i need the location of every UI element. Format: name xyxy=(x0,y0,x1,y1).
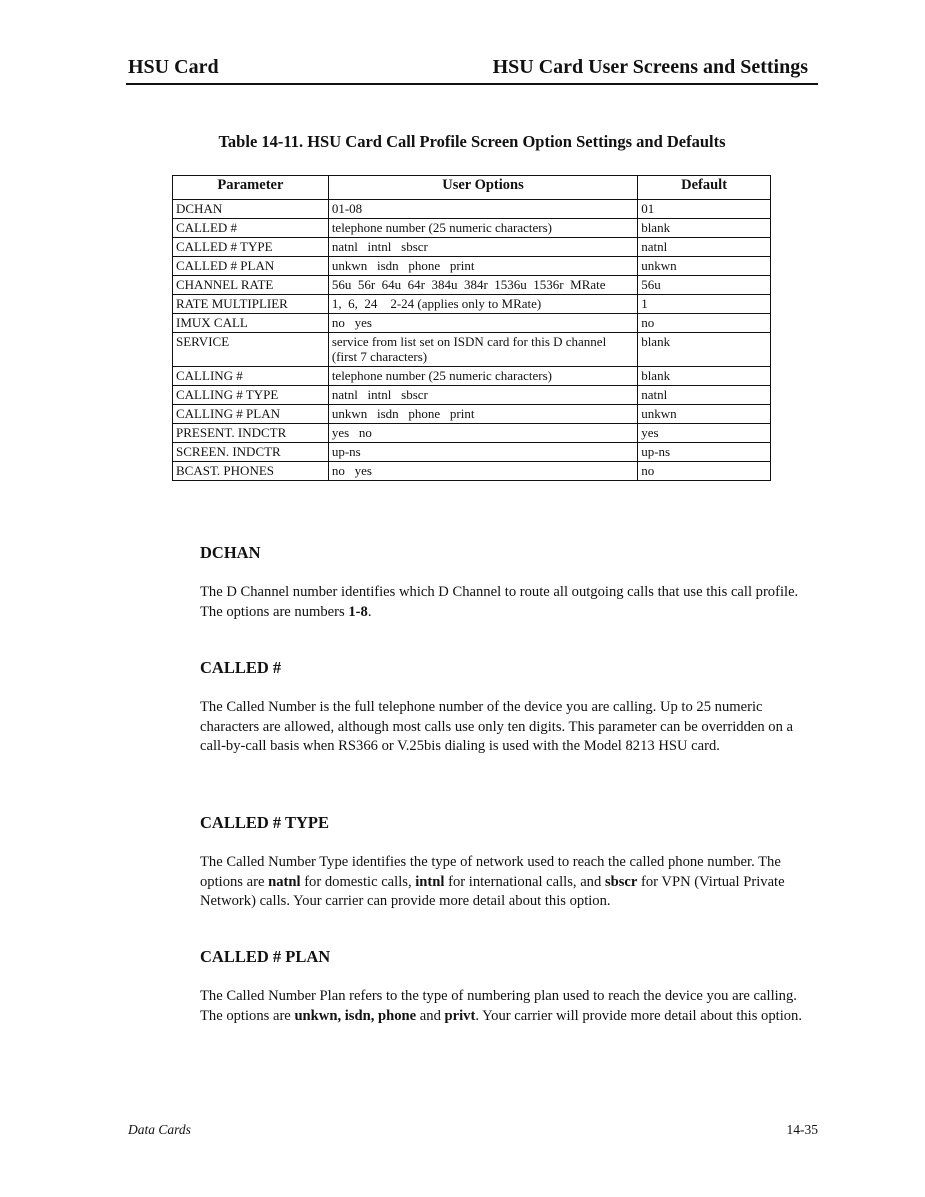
table-row xyxy=(173,462,771,481)
table-row xyxy=(173,238,771,257)
cell-default: 01 xyxy=(638,200,771,219)
cell-default: up-ns xyxy=(638,443,771,462)
cell-parameter: CALLING # xyxy=(173,367,329,386)
paragraph-text: for domestic calls, xyxy=(300,873,416,890)
settings-table xyxy=(172,175,771,481)
cell-default: 56u xyxy=(638,276,771,295)
column-header-user-options: User Options xyxy=(328,176,637,200)
cell-parameter: SCREEN. INDCTR xyxy=(173,443,329,462)
cell-parameter: PRESENT. INDCTR xyxy=(173,424,329,443)
cell-default: natnl xyxy=(638,238,771,257)
page-number: 14-35 xyxy=(786,1122,818,1137)
column-header-default: Default xyxy=(638,176,771,200)
cell-user-options: 1, 6, 24 2-24 (applies only to MRate) xyxy=(328,295,637,314)
table-row xyxy=(173,257,771,276)
cell-parameter: CALLING # PLAN xyxy=(173,405,329,424)
section-paragraph-dchan xyxy=(200,583,814,622)
cell-default: 1 xyxy=(638,295,771,314)
cell-default: unkwn xyxy=(638,257,771,276)
cell-user-options: unkwn isdn phone print xyxy=(328,257,637,276)
bold-option-text: sbscr xyxy=(604,873,638,890)
page-header-right: HSU Card User Screens and Settings xyxy=(492,56,808,78)
cell-user-options: telephone number (25 numeric characters) xyxy=(328,219,637,238)
table-row xyxy=(173,276,771,295)
bold-option-text: privt xyxy=(444,1007,476,1024)
section-heading-dchan: DCHAN xyxy=(200,543,261,562)
cell-default: natnl xyxy=(638,386,771,405)
cell-user-options: service from list set on ISDN card for this D channel (first 7 characters) xyxy=(328,333,637,367)
table-row xyxy=(173,424,771,443)
cell-user-options: telephone number (25 numeric characters) xyxy=(328,367,637,386)
table-caption: Table 14-11. HSU Card Call Profile Screen Option Settings and Defaults xyxy=(218,132,726,151)
column-header-parameter: Parameter xyxy=(173,176,329,200)
section-heading-called-number-type: CALLED # TYPE xyxy=(200,813,329,832)
cell-parameter: BCAST. PHONES xyxy=(173,462,329,481)
bold-option-text: intnl xyxy=(415,873,445,890)
bold-option-text: natnl xyxy=(268,873,301,890)
cell-parameter: CALLED # xyxy=(173,219,329,238)
cell-user-options: yes no xyxy=(328,424,637,443)
cell-default: no xyxy=(638,462,771,481)
section-paragraph-called-number xyxy=(200,698,814,757)
cell-default: yes xyxy=(638,424,771,443)
cell-parameter: IMUX CALL xyxy=(173,314,329,333)
cell-user-options: 56u 56r 64u 64r 384u 384r 1536u 1536r MRate xyxy=(328,276,637,295)
cell-user-options: no yes xyxy=(328,314,637,333)
table-row xyxy=(173,405,771,424)
paragraph-text: for VPN (Virtual Private Network) calls. Your carrier can provide more detail about this option. xyxy=(200,873,785,909)
cell-user-options: up-ns xyxy=(328,443,637,462)
cell-parameter: CALLED # TYPE xyxy=(173,238,329,257)
table-row xyxy=(173,333,771,367)
table-row xyxy=(173,443,771,462)
paragraph-text: The Called Number Plan refers to the type of numbering plan used to reach the device you are calling. The options are xyxy=(200,988,797,1024)
cell-default: blank xyxy=(638,367,771,386)
section-paragraph-called-number-type xyxy=(200,853,814,912)
table-row xyxy=(173,295,771,314)
paragraph-text: and xyxy=(416,1007,445,1024)
header-rule xyxy=(126,83,818,85)
cell-user-options: no yes xyxy=(328,462,637,481)
paragraph-text: for international calls, and xyxy=(444,873,605,890)
footer-left: Data Cards xyxy=(128,1122,191,1137)
page-header-left: HSU Card xyxy=(128,56,219,78)
cell-user-options: 01-08 xyxy=(328,200,637,219)
table-header-row xyxy=(173,176,771,200)
paragraph-text: . xyxy=(367,603,372,620)
paragraph-text: . Your carrier will provide more detail about this option. xyxy=(475,1007,803,1024)
bold-option-text: 1-8 xyxy=(348,603,368,620)
cell-parameter: SERVICE xyxy=(173,333,329,367)
bold-option-text: unkwn, isdn, phone xyxy=(294,1007,417,1024)
table-row xyxy=(173,314,771,333)
cell-default: unkwn xyxy=(638,405,771,424)
cell-default: blank xyxy=(638,219,771,238)
paragraph-text: The Called Number Type identifies the type of network used to reach the called phone number. The options are xyxy=(200,854,781,890)
section-heading-called-number-plan: CALLED # PLAN xyxy=(200,947,331,966)
cell-user-options: natnl intnl sbscr xyxy=(328,238,637,257)
cell-parameter: RATE MULTIPLIER xyxy=(173,295,329,314)
section-heading-called-number: CALLED # xyxy=(200,658,282,677)
table-row xyxy=(173,219,771,238)
cell-parameter: CALLED # PLAN xyxy=(173,257,329,276)
paragraph-text: The D Channel number identifies which D Channel to route all outgoing calls that use this call profile. The options are numbers xyxy=(200,584,799,620)
cell-default: blank xyxy=(638,333,771,367)
paragraph-text: The Called Number is the full telephone number of the device you are calling. Up to 25 numeric characters are allowed, although most calls use only ten digits. This parameter can be overridden on a call-by-call basis when RS366 or V.25bis dialing is used with the Model 8213 HSU card. xyxy=(200,699,794,754)
section-paragraph-called-number-plan xyxy=(200,987,814,1026)
cell-user-options: natnl intnl sbscr xyxy=(328,386,637,405)
cell-parameter: DCHAN xyxy=(173,200,329,219)
cell-parameter: CHANNEL RATE xyxy=(173,276,329,295)
table-row xyxy=(173,367,771,386)
cell-default: no xyxy=(638,314,771,333)
table-row xyxy=(173,200,771,219)
cell-user-options: unkwn isdn phone print xyxy=(328,405,637,424)
cell-parameter: CALLING # TYPE xyxy=(173,386,329,405)
table-row xyxy=(173,386,771,405)
